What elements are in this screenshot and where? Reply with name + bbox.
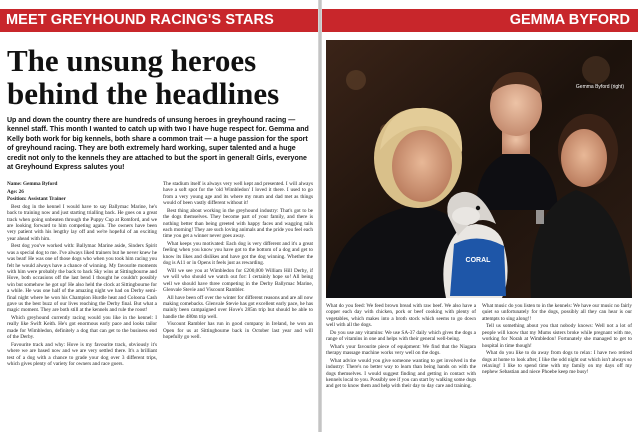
body-paragraph: All have been off over the winter for different reasons and are all now making comebacks. Glenvale Stevie has got excellent early pace, he has mainly been campaigned over Hove's 285m trip but should be able to handle the 480m trip well. [163, 294, 313, 320]
right-column-1 [326, 303, 476, 428]
body-paragraph: What advice would you give someone wanting to get involved in the industry: There's no better way to learn than being hands on with the dogs themselves. I would suggest finding and getting in contact with kennels local to you. Possibly see if you can start by walking some dogs and get to know them and help with their day to day care and training. [326, 357, 476, 390]
body-paragraph: What music do you listen to in the kennels: We have our music no fairly quiet so unfortunately for the dogs, possibly all they can hear is our attempts to sing along!! [482, 303, 632, 322]
body-paragraph: Best dog you've worked with: Ballymac Marine aside, Sinders Spirit was a special dog to me. I've always liked trainers but he never knew he was beat! He was one of those dogs who when you took him racing you felt he would always have a chance of winning. My favourite moments with him were probably the back to back Sky wins at Sittingbourne and Hove, both occasions off the last bend I thought he couldn't possibly win but somehow he got up! He also held the clock at Sittingbourne for a while. He was one half of the amazing night we had on Derby semi-final night where he won his Champion Hurdle heat and Coloona Cash gave us the best buzz of our lives reaching the Derby final. But what a magic moment. They are both still at the kennels and rule the roost! [7, 243, 157, 314]
body-paragraph: Best thing about working in the greyhound industry: That's got to be the dogs themselves. They become part of your family, and there is nothing better than being greeted with happy faces and wagging tails each morning! They are such loving animals and the pride you feel each time you get a winner never goes away. [163, 207, 313, 240]
body-paragraph: What's your favourite piece of equipment: We find that the Niagara therapy massage machine works very well on the dogs. [326, 343, 476, 357]
body-paragraph: What do you feed: We feed brown bread with raw beef. We also have a copper each day with chicken, pork or beef cooking with plenty of vegetables, which makes into a broth stock which seems to go down well with all the dogs. [326, 303, 476, 329]
feature-photo [326, 40, 632, 298]
profile-age: Age: 26 [7, 188, 24, 195]
jacket-logo-text: CORAL [465, 257, 491, 264]
body-paragraph: Favourite track and why: Hove is my favourite track, obviously it's where we are based now and we are very settled there. It's a brilliant test of a dog with a chance to grade your dog over 3 different trips, which gives plenty of variety for owners and race goers. [7, 341, 157, 368]
body-paragraph: Tell us something about you that nobody knows: Well not a lot of people will know that my Mums sisters broke while pregnant with me, working for Norah at Wimbledon! Fortunately she managed to get to hospital in time though! [482, 323, 632, 349]
profile-name: Name: Gemma Byford [7, 181, 58, 187]
section-header-left: MEET GREYHOUND RACING'S STARS [0, 9, 318, 32]
section-header-right: GEMMA BYFORD [322, 9, 638, 32]
body-paragraph: Best dog in the kennel I would have to say Ballymac Marine, he's back to training now and just starting trialling back. He goes on a great track when going unbeaten through the Puppy Cup at Romford, and we are looking forward to him competing again. The owners have been very patient with his lengthy lay off and we're hopeful of an exciting year ahead with him. [7, 203, 157, 242]
right-column-2 [482, 303, 632, 428]
body-column-2 [163, 181, 313, 428]
body-paragraph: What do you like to do away from dogs to relax: I have two retired dogs at home to look after, I like the odd night out which isn't always so relaxing! I like to spend time with my family on my days off my nephew Sebastian and niece Phoebe keep me busy! [482, 350, 632, 376]
body-paragraph: Will we see you at Wimbledon for £200,000 William Hill Derby, if we will who should we watch out for: I certainly hope so! All being well we should have three competing in the Derby Ballymac Marine, Glenvale Stevie and Viscount Rambler. [163, 267, 313, 294]
left-body-columns [7, 181, 313, 428]
article-standfirst: Up and down the country there are hundreds of unsung heroes in greyhound racing — kennel staff. This month I wanted to catch up with two I have huge respect for. Gemma and Kelly both work for big kennels, both share a common trait — a huge passion for the sport of greyhound racing. They are both extremely hard working, super talented and a huge credit not only to the kennels they are attached to but the sport in general! Girls, everyone at Greyhound Express salutes you! [7, 117, 309, 172]
right-body-columns [326, 303, 632, 428]
photo-illustration [326, 40, 632, 298]
body-paragraph: Which greyhound currently racing would you like in the kennel: I really like Swift Keith. He's got enormous early pace and looks tailor made for Wimbledon, definitely a dog that can get to the business end of the Derby. [7, 315, 157, 341]
body-paragraph: Do you use any vitamins: We use SA-37 daily which gives the dogs a range of vitamins in one and helps with their general well-being. [326, 329, 476, 343]
body-paragraph: What keeps you motivated: Each dog is very different and it's a great feeling when you know you have got to the bottom of a dog and get to know its likes and dislikes and have got the dog winning. Whether the dog is A11 or in Opens it feels just as rewarding. [163, 241, 313, 267]
body-paragraph: The stadium itself is always very well kept and presented. I will always have a soft spot for the 'old Wimbledon' I loved it there. I used to go from a very young age and its where my mum and dad met as things would of been vastly different without it! [163, 181, 313, 207]
body-column-1 [7, 181, 157, 428]
page-gutter [318, 0, 322, 432]
photo-caption: Gemma Byford (right) [575, 84, 624, 90]
profile-position: Position: Assistant Trainer [7, 196, 66, 203]
body-paragraph: Viscount Rambler has run in good company in Ireland, he won an Open for us at Sittingbourne back in October last year and will hopefully go well. [163, 321, 313, 341]
article-headline: The unsung heroes behind the headlines [7, 43, 280, 111]
